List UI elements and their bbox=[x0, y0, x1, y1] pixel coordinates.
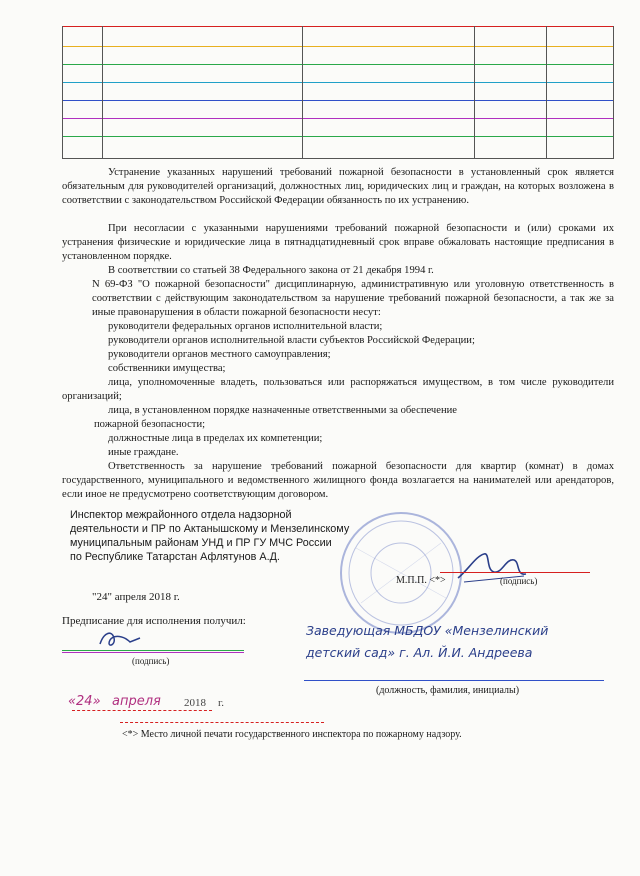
list-item: лица, уполномоченные владеть, пользоваться или распоряжаться имуществом, в том числе руководители организаций; bbox=[62, 377, 614, 402]
inspector-line: муниципальным районам УНД и ПР ГУ МЧС России bbox=[70, 537, 332, 549]
received-label: Предписание для исполнения получил: bbox=[62, 615, 246, 627]
list-item: лица, в установленном порядке назначенные ответственными за обеспечение bbox=[108, 405, 458, 416]
table-row bbox=[62, 136, 614, 137]
inspector-block bbox=[70, 508, 349, 564]
table-column-rule bbox=[546, 26, 547, 158]
list-item: руководители федеральных органов исполнительной власти; bbox=[108, 321, 383, 332]
paragraph-law-ref: В соответствии со статьей 38 Федерального закона от 21 декабря 1994 г. bbox=[108, 265, 434, 276]
list-item: руководители органов исполнительной власти субъектов Российской Федерации; bbox=[108, 335, 475, 346]
recipient-position-line bbox=[304, 680, 604, 681]
table-row bbox=[62, 100, 614, 101]
table-column-rule bbox=[474, 26, 475, 158]
table-row bbox=[62, 26, 614, 27]
paragraph-tenant-responsibility: Ответственность за нарушение требований пожарной безопасности для квартир (комнат) в домах государственного, муниципального и ведомственного жилищного фонда возлагается на нанимателей или арендаторов, если иное не предусмотрено соответствующим договором. bbox=[62, 461, 614, 500]
recipient-signature-caption: (подпись) bbox=[132, 656, 170, 666]
inspector-line: Инспектор межрайонного отдела надзорной bbox=[70, 509, 292, 521]
paragraph-elimination: Устранение указанных нарушений требований пожарной безопасности в установленный срок является обязательным для руководителей организаций, должностных лиц, юридических лиц и граждан, на которых возложена в соответствии с законодательством Российской Федерации обязанность по их устранению. bbox=[62, 167, 614, 206]
received-date-line bbox=[72, 710, 212, 711]
recipient-signature-line bbox=[62, 652, 244, 653]
table-column-rule bbox=[613, 26, 614, 158]
table-column-rule bbox=[302, 26, 303, 158]
list-item: должностные лица в пределах их компетенции; bbox=[108, 433, 323, 444]
recipient-position-caption: (должность, фамилия, инициалы) bbox=[376, 685, 520, 696]
inspector-line: по Республике Татарстан Афлятунов А.Д. bbox=[70, 551, 280, 563]
paragraph-responsibility: N 69-ФЗ "О пожарной безопасности" дисциплинарную, административную или уголовную ответственность в соответствии с действующим законодательством за нарушение требований пожарной безопасности, а так же за иные правонарушения в области пожарной безопасности несут: bbox=[92, 279, 614, 318]
received-date-suffix: г. bbox=[218, 697, 225, 709]
official-stamp bbox=[336, 508, 466, 638]
list-item: собственники имущества; bbox=[108, 363, 226, 374]
signature-line bbox=[440, 572, 590, 573]
paragraph-appeal: При несогласии с указанными нарушениями требований пожарной безопасности и (или) сроками их устранения физические и юридические лица в пятнадцатидневный срок вправе обжаловать настоящие предписания в установленном порядке. bbox=[62, 223, 614, 262]
table-row bbox=[62, 46, 614, 47]
recipient-position: Заведующая МБДОУ «Мензелинский детский сад» г. Ал. Й.И. Андреева bbox=[306, 623, 549, 660]
table-column-rule bbox=[102, 26, 103, 158]
list-item: руководители органов местного самоуправления; bbox=[108, 349, 331, 360]
table-row bbox=[62, 82, 614, 83]
table-row bbox=[62, 64, 614, 65]
footnote-separator bbox=[120, 722, 324, 723]
footnote: <*> Место личной печати государственного инспектора по пожарному надзору. bbox=[122, 729, 462, 740]
table-row bbox=[62, 118, 614, 119]
received-date-month: апреля bbox=[112, 694, 161, 709]
list-item: пожарной безопасности; bbox=[94, 419, 206, 430]
received-date-day: «24» bbox=[68, 694, 101, 709]
inspection-date: "24" апреля 2018 г. bbox=[92, 591, 180, 603]
recipient-signature-line bbox=[62, 650, 244, 651]
inspector-signature-caption: (подпись) bbox=[500, 576, 538, 586]
recipient-signature bbox=[96, 626, 142, 652]
table-row bbox=[62, 158, 614, 159]
stamp-place-label: М.П.П. <*> bbox=[396, 575, 446, 586]
violations-table bbox=[62, 26, 614, 158]
list-item: иные граждане. bbox=[108, 447, 179, 458]
inspector-line: деятельности и ПР по Актанышскому и Мензелинскому bbox=[70, 523, 350, 535]
table-column-rule bbox=[62, 26, 63, 158]
received-date-year: 2018 bbox=[184, 697, 206, 709]
